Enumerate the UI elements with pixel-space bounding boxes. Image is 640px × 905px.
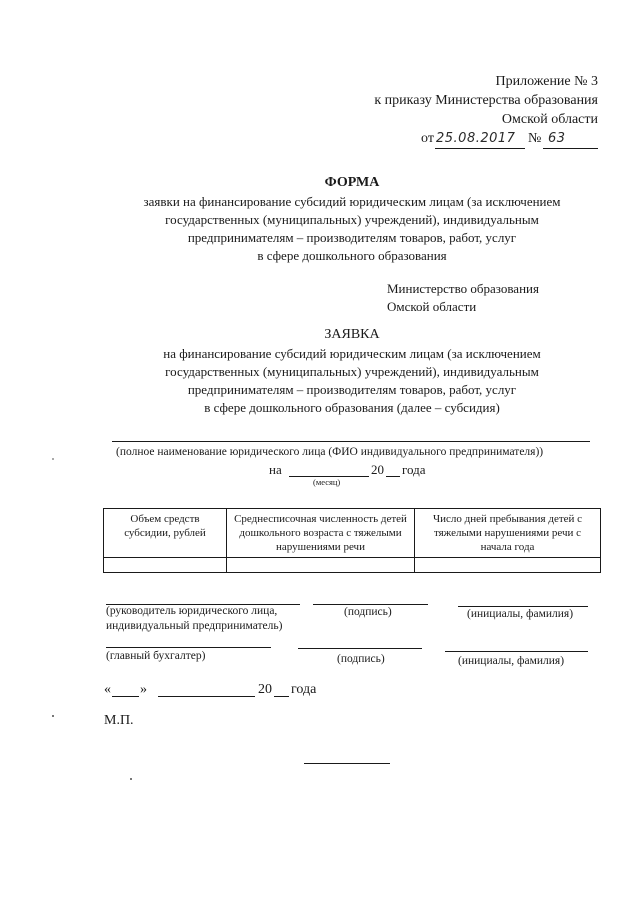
footer-rule xyxy=(304,763,390,764)
head-caption-line-1: (руководитель юридического лица, xyxy=(106,605,278,617)
addressee-line-2: Омской области xyxy=(387,299,477,314)
form-subtitle-line-2: государственных (муниципальных) учреждений), индивидуальным xyxy=(165,212,539,227)
table-header-cell: Среднесписочная численность детей дошкольного возраста с тяжелыми нарушениями речи xyxy=(227,509,415,558)
appendix-number-underline xyxy=(543,148,598,149)
table-cell[interactable] xyxy=(227,558,415,573)
period-prefix: на xyxy=(269,462,282,477)
period-year-line xyxy=(386,476,400,477)
head-signature-caption: (подпись) xyxy=(344,606,392,618)
accountant-line xyxy=(106,647,271,648)
scan-speck xyxy=(52,458,54,460)
appendix-number-prefix: № xyxy=(528,131,542,146)
accountant-caption: (главный бухгалтер) xyxy=(106,650,206,662)
accountant-initials-line xyxy=(445,651,588,652)
table-cell[interactable] xyxy=(104,558,227,573)
appendix-date-handwritten: 25.08.2017 xyxy=(436,131,516,146)
appendix-line-2: к приказу Министерства образования xyxy=(374,93,598,108)
form-subtitle-line-1: заявки на финансирование субсидий юридическим лицам (за исключением xyxy=(143,194,561,209)
form-title: ФОРМА xyxy=(324,175,380,190)
period-month-caption: (месяц) xyxy=(313,477,341,487)
date-year-suffix: года xyxy=(291,682,317,697)
application-subtitle-line-3: предпринимателям – производителям товаров, работ, услуг xyxy=(187,382,517,397)
scan-speck xyxy=(52,715,54,717)
period-year-suffix: года xyxy=(402,462,426,477)
period-year-prefix: 20 xyxy=(371,462,384,477)
date-close-quote: » xyxy=(140,682,147,697)
stamp-label: М.П. xyxy=(104,713,134,728)
appendix-line-1: Приложение № 3 xyxy=(495,74,598,89)
date-year-line xyxy=(274,696,289,697)
entity-caption: (полное наименование юридического лица (ФИО индивидуального предпринимателя)) xyxy=(116,446,544,458)
date-month-line xyxy=(158,696,255,697)
head-caption-line-2: индивидуальный предприниматель) xyxy=(106,620,283,632)
subsidy-table xyxy=(103,508,601,573)
accountant-initials-caption: (инициалы, фамилия) xyxy=(458,655,565,667)
head-initials-caption: (инициалы, фамилия) xyxy=(467,608,574,620)
entity-name-line xyxy=(112,441,590,442)
form-subtitle-line-3: предпринимателям – производителям товаров, работ, услуг xyxy=(187,230,517,245)
scan-speck xyxy=(130,778,132,780)
appendix-date-prefix: от xyxy=(421,131,434,146)
table-header-cell: Число дней пребывания детей с тяжелыми нарушениями речи с начала года xyxy=(415,509,601,558)
table-row xyxy=(104,558,601,573)
appendix-date-underline xyxy=(435,148,525,149)
accountant-signature-caption: (подпись) xyxy=(337,653,385,665)
addressee-line-1: Министерство образования xyxy=(387,281,539,296)
application-subtitle-line-1: на финансирование субсидий юридическим лицам (за исключением xyxy=(163,346,541,361)
accountant-sign-line xyxy=(298,648,422,649)
form-subtitle-line-4: в сфере дошкольного образования xyxy=(257,248,447,263)
application-title: ЗАЯВКА xyxy=(324,327,380,342)
table-cell[interactable] xyxy=(415,558,601,573)
table-header-cell: Объем средств субсидии, рублей xyxy=(104,509,227,558)
date-open-quote: « xyxy=(104,682,111,697)
date-day-line xyxy=(112,696,139,697)
appendix-line-3: Омской области xyxy=(501,112,598,127)
application-subtitle-line-2: государственных (муниципальных) учреждений), индивидуальным xyxy=(165,364,539,379)
head-initials-line xyxy=(458,606,588,607)
appendix-number-handwritten: 63 xyxy=(548,131,566,146)
head-sign-line xyxy=(313,604,428,605)
application-subtitle-line-4: в сфере дошкольного образования (далее – субсидия) xyxy=(204,400,500,415)
date-year-prefix: 20 xyxy=(258,682,272,697)
table-header-row xyxy=(104,509,601,558)
